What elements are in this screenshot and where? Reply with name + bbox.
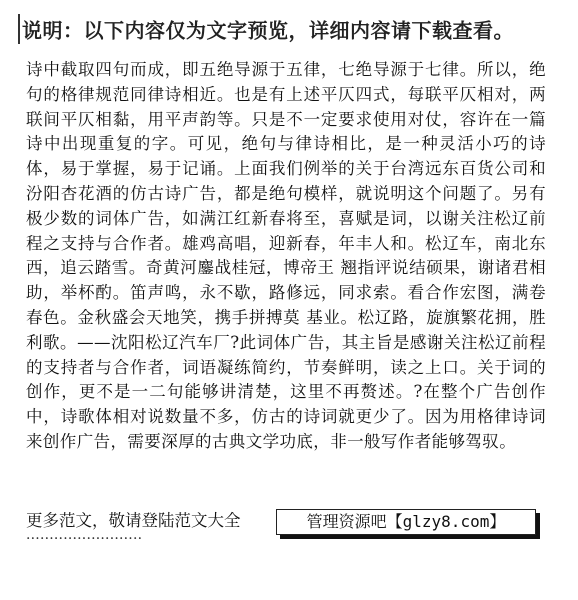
preview-notice [18, 14, 568, 48]
preview-notice-text: 说明：以下内容仅为文字预览，详细内容请下载查看。 [22, 18, 514, 43]
more-essays-link[interactable]: 更多范文，敬请登陆范文大全 [26, 511, 241, 530]
article-body: 诗中截取四句而成，即五绝导源于五律，七绝导源于七律。所以，绝句的格律规范同律诗相近。也是有上述平仄四式，每联平仄相对，两联间平仄相黏，用平声韵等。只是不一定要求使用对仗，容许在一篇诗中出现重复的字。可见，绝句与律诗相比，是一种灵活小巧的诗体，易于掌握，易于记诵。上面我们例举的关于台湾远东百货公司和汾阳杏花酒的仿古诗广告，都是绝句模样，就说明这个问题了。另有极少数的词体广告，如满江红新春将至，喜赋是词，以谢关注松辽前程之支持与合作者。雄鸡高唱，迎新春，年丰人和。松辽车，南北东西，追云踏雪。奇黄河鏖战桂冠，博帝王 翘指评说结硕果，谢诸君相助，举杯酌。笛声鸣，永不歇，路修远，同求索。看合作宏图，满卷春色。金秋盛会天地笑，携手拼搏莫 基业。松辽路，旋旗繁花拥，胜利歌。——沈阳松辽汽车厂?此词体广告，其主旨是感谢关注松辽前程的支持者与合作者，词语凝练简约，节奏鲜明，读之上口。关于词的创作，更不是一二句能够讲清楚，这里不再赘述。?在整个广告创作中，诗歌体相对说数量不多，仿古的诗词就更少了。因为用格律诗词来创作广告，需要深厚的古典文学功底，非一般写作者能够驾驭。 [26, 60, 546, 451]
text-cursor [18, 14, 20, 44]
site-badge-button[interactable]: 管理资源吧【glzy8.com】 [276, 509, 536, 535]
dotted-separator: ························· [26, 531, 143, 547]
